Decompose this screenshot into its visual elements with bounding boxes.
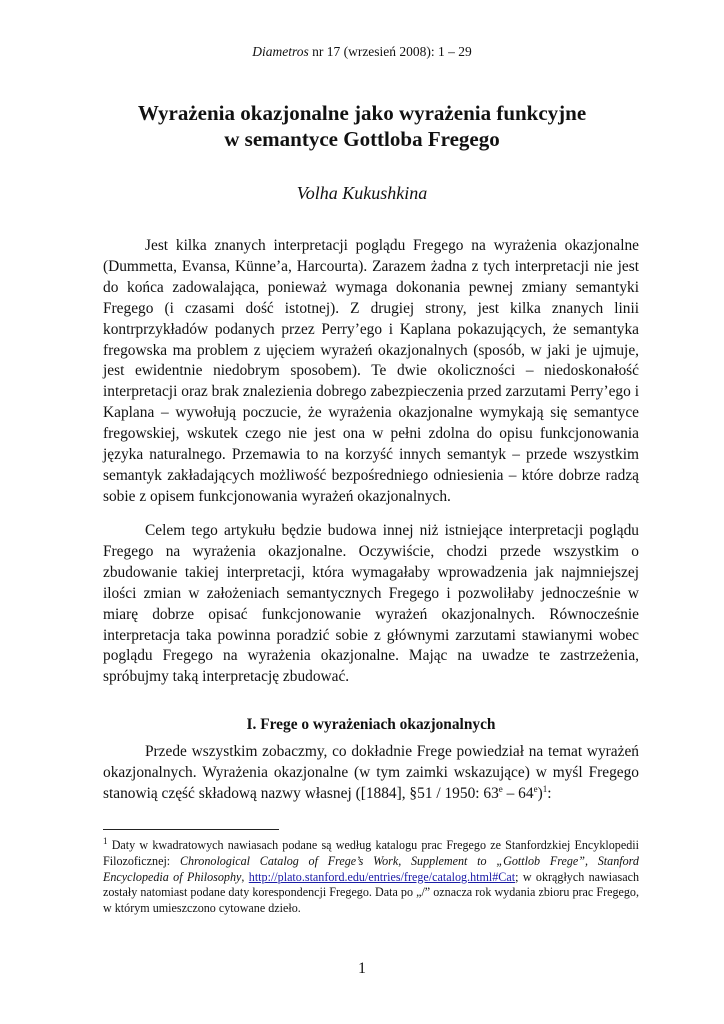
article-title [80,100,644,152]
section-heading: I. Frege o wyrażeniach okazjonalnych [246,716,496,733]
footnote-text-a: Daty w kwadratowych nawiasach podane są według katalogu prac Fregego ze Stanfordzkiej Encyklopedii Filozoficznej: [103,838,639,868]
footnote-comma: , [241,869,249,884]
superscript-e-2: e [533,783,538,794]
running-head [0,44,724,60]
footnote-number: 1 [103,835,108,846]
superscript-e-1: e [498,783,503,794]
paragraph-3-dash: – 64 [502,784,534,802]
footnote-reference[interactable]: 1 [542,783,548,794]
footnote-rule [103,829,279,830]
paragraph-2-text: Celem tego artykułu będzie budowa innej niż istniejące interpretacji poglądu Fregego na wyrażenia okazjonalne. Oczywiście, chodzi przede wszystkim o zbudowanie takiej interpretacji, która wymagałaby wprowadzenia jak najmniejszej ilości zmian w założeniach semantycznych Fregego i pozwoliłaby jednocześnie w miarę dobrze opisać funkcjonowanie wyrażeń okazjonalnych. Równocześnie interpretacja taka powinna poradzić sobie z głównymi zarzutami stawianymi wobec poglądu Fregego na wyrażenia okazjonalne. Mając na uwadze te zastrzeżenia, spróbujmy taką interpretację zbudować. [103,522,639,686]
paragraph-1-text: Jest kilka znanych interpretacji poglądu Fregego na wyrażenia okazjonalne (Dummetta, Evansa, Künne’a, Harcourta). Zarazem żadna z tych interpretacji nie jest do końca zadowalająca, ponieważ wymaga dokonania pewnej zmiany semantyki Fregego (i czasami dość istotnej). Z drugiej strony, jest kilka znanych linii kontrprzykładów podanych przez Perry’ego i Kaplana pokazujących, że semantyka fregowska ma problem z ujęciem wyrażeń okazjonalnych (sposób, w jaki je ujmuje, jest ewidentnie niedobrym sposobem). Te dwie okoliczności – niedoskonałość interpretacji oraz brak znalezienia dobrego zabezpieczenia przed zarzutami Perry’ego i Kaplana – wywołują poczucie, że wyrażenia okazjonalne wymykają się semantyce fregowskiej, wskutek czego nie jest ona w pełni zdolna do opisu funkcjonowania języka naturalnego. Przemawia to na korzyść innych semantyk – przede wszystkim semantyk zakładających możliwość bezpośredniego odniesienia – które dobrze radzą sobie z opisem funkcjonowania wyrażeń okazjonalnych. [103,237,639,505]
paragraph-3 [103,742,639,805]
title-line-2: w semantyce Gottloba Fregego [224,127,500,151]
paragraph-3-colon: : [547,784,552,802]
footnote-link[interactable]: http://plato.stanford.edu/entries/frege/catalog.html#Cat [248,869,516,884]
page-number: 1 [358,960,366,977]
paragraph-3-close: ) [537,784,543,802]
paragraph-3-main: Przede wszystkim zobaczmy, co dokładnie Frege powiedział na temat wyrażeń okazjonalnych. Wyrażenia okazjonalne (w tym zaimki wskazujące) w myśl Fregego stanowią część składową nazwy własnej ([1884], §51 / 1950: 63 [103,743,639,802]
paragraph-3-text [103,742,639,805]
paragraph-2 [103,521,639,688]
footnote-text-b: ; w okrągłych nawiasach zostały natomiast podane daty korespondencji Fregego. Data po „/” oznacza rok wydania zbioru prac Fregego, w którym umieszczono cytowane dzieło. [103,869,640,916]
paragraph-1 [103,236,639,508]
footnote-italic-title: Chronological Catalog of Frege’s Work, Supplement to „Gottlob Frege”, Stanford Encyclopedia of Philosophy [103,853,639,884]
author-name: Volha Kukushkina [296,183,428,203]
title-line-1: Wyrażenia okazjonalne jako wyrażenia funkcyjne [137,101,587,125]
journal-name: Diametros [252,44,309,59]
journal-issue: nr 17 (wrzesień 2008): 1 – 29 [312,44,472,59]
footnote [103,835,640,917]
